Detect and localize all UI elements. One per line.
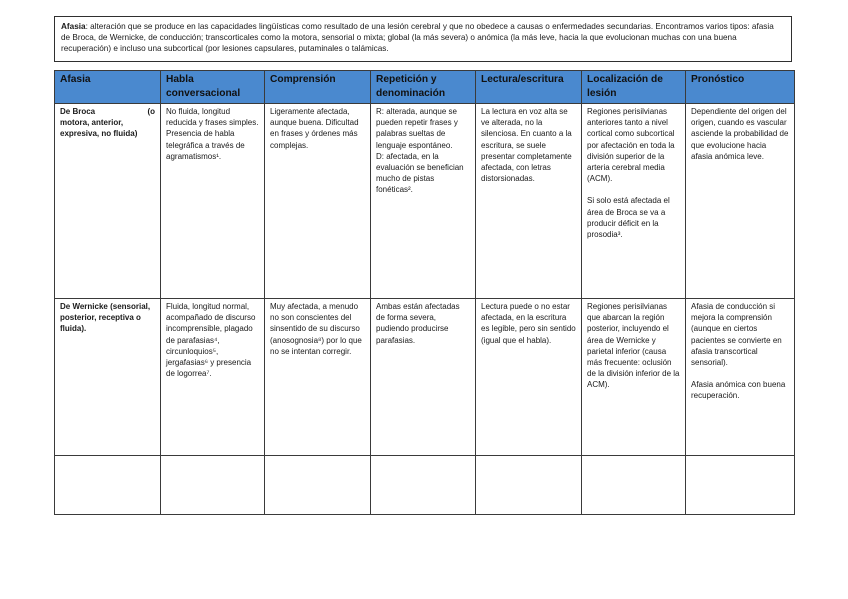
cell-wernicke-lectura: Lectura puede o no estar afectada, en la escritura es legible, pero sin sentido (igual que el habla).: [476, 299, 582, 456]
table-header-row: [55, 71, 795, 104]
wernicke-pronostico-1: Afasia de conducción si mejora la comprensión (aunque en ciertos pacientes se convierte en afasia transcortical sensorial).: [691, 302, 782, 368]
cell-broca-localizacion: [582, 104, 686, 299]
cell-wernicke-localizacion: Regiones perisilvianas que abarcan la región posterior, incluyendo el área de Wernicke y parietal inferior (causa más frecuente: oclusión de la división inferior de la ACM).: [582, 299, 686, 456]
intro-text: : alteración que se produce en las capacidades lingüísticas como resultado de una lesión cerebral y que no obedece a causas o enfermedades secundarias. Encontramos varios tipos: afasia de Broca, de Wernicke, de conducción; transcorticales como la motora, sensorial o mixta; global (la más severa) o anómica (la más leve, hacia la que evolucionan muchas con una buena recuperación) e incluso una subcortical (por lesiones capsulares, putaminales o talámicas.: [61, 22, 774, 54]
broca-localizacion-1: Regiones perisilvianas anteriores tanto a nivel cortical como subcortical por afectación en toda la división superior de la arteria cerebral media (ACM).: [587, 107, 675, 184]
header-pronostico: Pronóstico: [686, 71, 795, 104]
header-lectura: Lectura/escritura: [476, 71, 582, 104]
broca-name-a: De Broca: [60, 107, 96, 116]
table-row-empty: [55, 456, 795, 515]
cell-broca-name: [55, 104, 161, 299]
header-repeticion: Repetición y denominación: [371, 71, 476, 104]
cell-broca-lectura: La lectura en voz alta se ve alterada, no la silenciosa. En cuanto a la escritura, se suele presentar completamente afectada, con letras distorsionadas.: [476, 104, 582, 299]
table-row-wernicke: [55, 299, 795, 456]
empty-cell: [55, 456, 161, 515]
cell-wernicke-pronostico: [686, 299, 795, 456]
empty-cell: [476, 456, 582, 515]
broca-localizacion-2: Si solo está afectada el área de Broca se va a producir déficit en la prosodia³.: [587, 196, 670, 240]
cell-broca-comprension: Ligeramente afectada, aunque buena. Dificultad en frases y órdenes más complejas.: [265, 104, 371, 299]
intro-definition-box: [54, 16, 792, 62]
empty-cell: [582, 456, 686, 515]
cell-wernicke-name: De Wernicke (sensorial, posterior, receptiva o fluida).: [55, 299, 161, 456]
intro-term: Afasia: [61, 22, 86, 31]
header-afasia: Afasia: [55, 71, 161, 104]
cell-wernicke-repeticion: Ambas están afectadas de forma severa, pudiendo producirse parafasias.: [371, 299, 476, 456]
broca-name-b: (o: [147, 107, 155, 116]
empty-cell: [161, 456, 265, 515]
wernicke-pronostico-2: Afasia anómica con buena recuperación.: [691, 380, 786, 401]
cell-broca-habla: No fluida, longitud reducida y frases simples. Presencia de habla telegráfica a través de agramatismos¹.: [161, 104, 265, 299]
header-comprension: Comprensión: [265, 71, 371, 104]
cell-broca-pronostico: Dependiente del origen del origen, cuando es vascular asciende la probabilidad de que evolucione hacia afasia anómica leve.: [686, 104, 795, 299]
cell-broca-repeticion: R: alterada, aunque se pueden repetir frases y palabras sueltas de lenguaje espontáneo. D: afectada, en la evaluación se benefician mucho de pistas fonéticas².: [371, 104, 476, 299]
header-localizacion: Localización de lesión: [582, 71, 686, 104]
broca-name-rest: motora, anterior, expresiva, no fluida): [60, 118, 138, 139]
empty-cell: [371, 456, 476, 515]
cell-wernicke-comprension: Muy afectada, a menudo no son conscientes del sinsentido de su discurso (anosognosia⁸) por lo que no se intentan corregir.: [265, 299, 371, 456]
empty-cell: [686, 456, 795, 515]
empty-cell: [265, 456, 371, 515]
table-row-broca: [55, 104, 795, 299]
header-habla: Habla conversacional: [161, 71, 265, 104]
aphasia-table: [54, 70, 795, 515]
cell-wernicke-habla: Fluida, longitud normal, acompañado de discurso incomprensible, plagado de parafasias⁴, circunloquios⁵, jergafasias⁶ y presencia de logorrea⁷.: [161, 299, 265, 456]
